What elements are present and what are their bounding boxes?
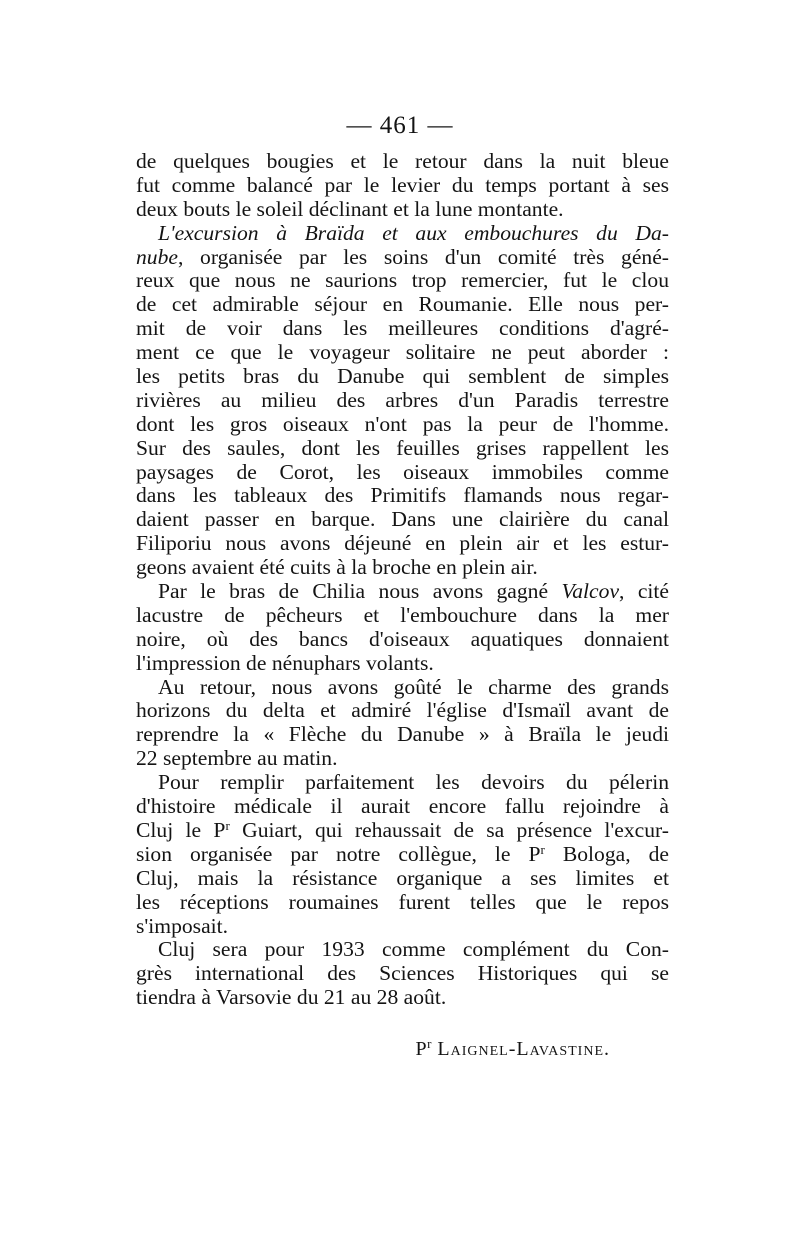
text-line — [136, 341, 669, 365]
text-segment: de quelques bougies et le retour dans la nuit bleue — [136, 149, 669, 173]
text-line — [136, 938, 669, 962]
text-line — [136, 986, 669, 1010]
text-segment: geons avaient été cuits à la broche en plein air. — [136, 555, 538, 580]
signature-prefix-sup: r — [427, 1036, 432, 1051]
text-segment: fut comme balancé par le levier du temps portant à ses — [136, 172, 669, 197]
text-segment: sion organisée par notre collègue, le P — [136, 841, 541, 866]
text-line — [136, 747, 669, 771]
text-line — [136, 484, 669, 508]
text-line — [136, 771, 669, 795]
text-line — [136, 174, 669, 198]
text-segment: les réceptions roumaines furent telles que le repos — [136, 889, 669, 914]
text-line — [136, 246, 669, 270]
text-segment: Cluj sera pour 1933 comme complément du Con- — [158, 937, 669, 962]
text-segment: Bologa, de — [544, 841, 669, 866]
text-segment: reprendre la « Flèche du Danube » à Braïla le jeudi — [136, 722, 669, 747]
text-line — [136, 652, 669, 676]
author-signature — [415, 1036, 610, 1061]
text-segment: , organisée par les soins d'un comité très géné- — [177, 244, 669, 269]
italic-text: Valcov — [561, 579, 620, 604]
text-line — [136, 222, 669, 246]
italic-text: L'excursion à Braïda et aux embouchures du Da- — [158, 220, 669, 245]
text-line — [136, 819, 669, 843]
text-segment: s'imposait. — [136, 913, 229, 938]
text-segment: noire, où des bancs d'oiseaux aquatiques donnaient — [136, 626, 669, 651]
text-segment: daient passer en barque. Dans une clairière du canal — [136, 507, 669, 532]
text-segment: Cluj le P — [136, 817, 226, 842]
text-line — [136, 604, 669, 628]
text-segment: 22 septembre au matin. — [136, 746, 338, 771]
text-segment: Pour remplir parfaitement les devoirs du pélerin — [158, 770, 669, 795]
text-segment: dans les tableaux des Primitifs flamands nous regar- — [136, 483, 669, 508]
text-segment: ment ce que le voyageur solitaire ne peut aborder : — [136, 340, 669, 365]
text-line — [136, 915, 669, 939]
text-segment: tiendra à Varsovie du 21 au 28 août. — [136, 985, 447, 1010]
text-segment: Au retour, nous avons goûté le charme des grands — [158, 674, 669, 699]
page-number: — 461 — — [346, 112, 454, 139]
text-line — [136, 962, 669, 986]
text-line — [136, 699, 669, 723]
text-segment: dont les gros oiseaux n'ont pas la peur de l'homme. — [136, 411, 669, 436]
text-line — [136, 413, 669, 437]
text-line — [136, 150, 669, 174]
text-line — [136, 556, 669, 580]
text-line — [136, 676, 669, 700]
body-text — [136, 150, 669, 1010]
text-segment: Filiporiu nous avons déjeuné en plein air et les estur- — [136, 531, 669, 556]
text-line — [136, 867, 669, 891]
text-segment: les petits bras du Danube qui semblent de simples — [136, 364, 669, 389]
text-segment: Sur des saules, dont les feuilles grises rappellent les — [136, 435, 669, 460]
text-segment: grès international des Sciences Historiques qui se — [136, 961, 669, 986]
text-line — [136, 723, 669, 747]
text-line — [136, 891, 669, 915]
text-line — [136, 317, 669, 341]
text-line — [136, 437, 669, 461]
text-segment: Cluj, mais la résistance organique a ses limites et — [136, 865, 669, 890]
text-line — [136, 843, 669, 867]
text-segment: horizons du delta et admiré l'église d'Ismaïl avant de — [136, 698, 669, 723]
text-segment: l'impression de nénuphars volants. — [136, 650, 434, 675]
signature-name: Laignel-Lavastine. — [437, 1038, 610, 1060]
text-line — [136, 198, 669, 222]
text-segment: paysages de Corot, les oiseaux immobiles comme — [136, 459, 669, 484]
text-line — [136, 461, 669, 485]
italic-text: nube — [136, 244, 178, 269]
text-segment: rivières au milieu des arbres d'un Paradis terrestre — [136, 387, 669, 412]
text-line — [136, 795, 669, 819]
text-segment: reux que nous ne saurions trop remercier, fut le clou — [136, 268, 669, 293]
text-segment: mit de voir dans les meilleures conditions d'agré- — [136, 316, 669, 341]
text-segment: deux bouts le soleil déclinant et la lune montante. — [136, 196, 564, 221]
text-line — [136, 389, 669, 413]
text-segment: lacustre de pêcheurs et l'embouchure dans la mer — [136, 602, 669, 627]
superscript: r — [540, 841, 545, 857]
text-segment: d'histoire médicale il aurait encore fallu rejoindre à — [136, 794, 669, 819]
text-line — [136, 580, 669, 604]
text-line — [136, 269, 669, 293]
text-line — [136, 293, 669, 317]
signature-prefix: P — [415, 1038, 428, 1060]
superscript: r — [225, 817, 230, 833]
text-segment: de cet admirable séjour en Roumanie. Elle nous per- — [136, 292, 669, 317]
text-line — [136, 365, 669, 389]
text-segment: , cité — [619, 579, 669, 604]
text-line — [136, 628, 669, 652]
text-segment: Par le bras de Chilia nous avons gagné — [158, 579, 562, 604]
text-line — [136, 532, 669, 556]
text-segment: Guiart, qui rehaussait de sa présence l'excur- — [229, 817, 669, 842]
text-line — [136, 508, 669, 532]
